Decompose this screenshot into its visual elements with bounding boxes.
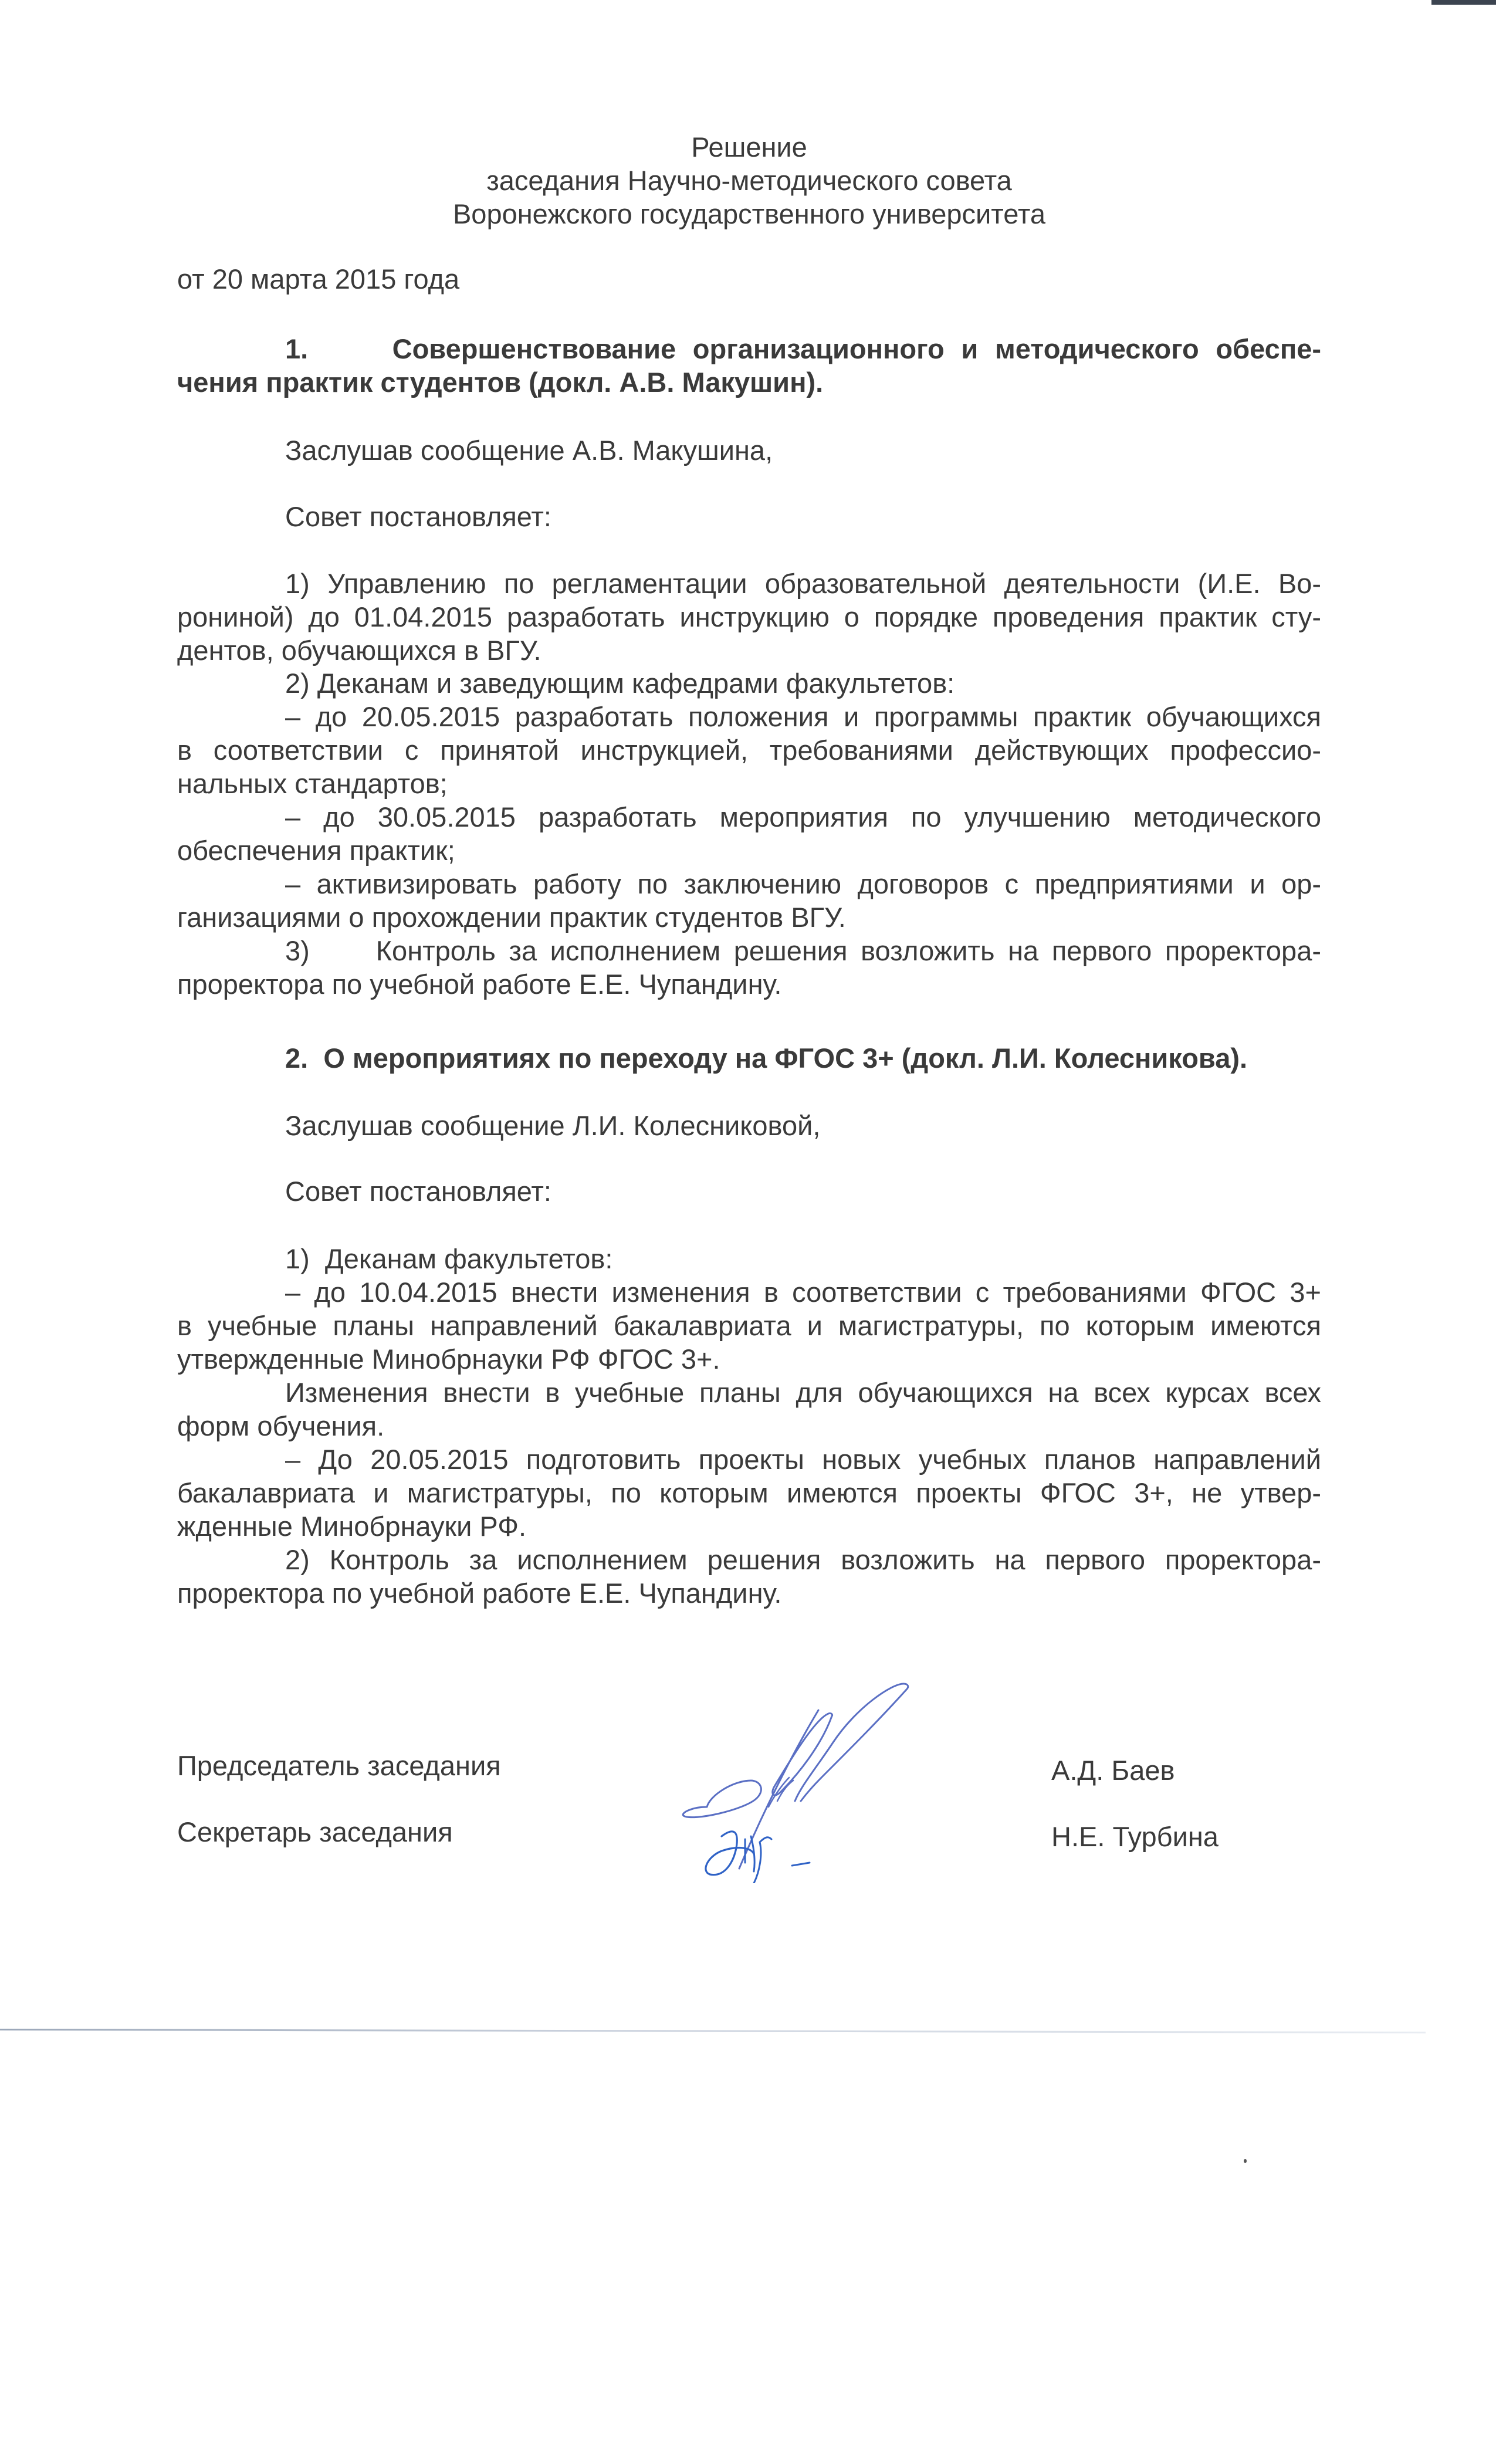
item1-line: ганизациями о прохождении практик студентов ВГУ. [177, 902, 846, 933]
item1-line: проректора по учебной работе Е.Е. Чупандину. [177, 969, 782, 1000]
item1-line: 2) Деканам и заведующим кафедрами факультетов: [285, 668, 955, 699]
scan-edge-artifact [1431, 0, 1496, 5]
item1-line: дентов, обучающихся в ВГУ. [177, 635, 541, 666]
item2-line: – До 20.05.2015 подготовить проекты новых учебных планов направлений [285, 1444, 1321, 1475]
item1-line: – до 30.05.2015 разработать мероприятия по улучшению методического [285, 801, 1321, 832]
secretary-label: Секретарь заседания [177, 1816, 453, 1847]
chair-signature [773, 1713, 832, 1795]
item1-line: 3) Контроль за исполнением решения возложить на первого проректора- [285, 935, 1321, 966]
item2-line: – до 10.04.2015 внести изменения в соответствии с требованиями ФГОС 3+ [285, 1277, 1321, 1308]
item2-line: форм обучения. [177, 1410, 385, 1441]
item2-resolves: Совет постановляет: [285, 1176, 551, 1207]
item1-line: 1) Управлению по регламентации образовательной деятельности (И.Е. Во- [285, 568, 1321, 599]
chair-label: Председатель заседания [177, 1750, 501, 1781]
item2-line: проректора по учебной работе Е.Е. Чупандину. [177, 1578, 782, 1609]
secretary-name: Н.Е. Турбина [1051, 1821, 1219, 1852]
item2-line: жденные Минобрнауки РФ. [177, 1511, 527, 1542]
document-subtitle-line2: Воронежского государственного университета [452, 198, 1046, 229]
item1-resolves: Совет постановляет: [285, 501, 551, 532]
item2-line: утвержденные Минобрнауки РФ ФГОС 3+. [177, 1343, 720, 1375]
handwritten-signatures [657, 1660, 1021, 1883]
scan-fold-line [0, 2029, 1426, 2033]
item1-heading-line1: 1. Совершенствование организационного и методического обеспе- [285, 333, 1321, 364]
item2-line: 1) Деканам факультетов: [285, 1243, 613, 1274]
chair-name: А.Д. Баев [1051, 1755, 1175, 1786]
item2-line: Изменения внести в учебные планы для обучающихся на всех курсах всех [285, 1377, 1321, 1408]
item2-heard: Заслушав сообщение Л.И. Колесниковой, [285, 1110, 821, 1141]
item2-heading: 2. О мероприятиях по переходу на ФГОС 3+ (докл. Л.И. Колесникова). [285, 1043, 1248, 1074]
document-date: от 20 марта 2015 года [177, 263, 460, 295]
item1-line: – активизировать работу по заключению договоров с предприятиями и ор- [285, 868, 1321, 899]
item2-line: 2) Контроль за исполнением решения возложить на первого проректора- [285, 1544, 1321, 1575]
item1-heading-line2: чения практик студентов (докл. А.В. Макушин). [177, 367, 824, 398]
item1-line: обеспечения практик; [177, 835, 455, 866]
item1-line: в соответствии с принятой инструкцией, требованиями действующих профессио- [177, 735, 1321, 766]
item1-line: нальных стандартов; [177, 768, 448, 799]
item2-line: в учебные планы направлений бакалавриата и магистратуры, по которым имеются [177, 1310, 1321, 1341]
document-subtitle-line1: заседания Научно-методического совета [486, 165, 1012, 196]
item2-line: бакалавриата и магистратуры, по которым имеются проекты ФГОС 3+, не утвер- [177, 1477, 1321, 1508]
item1-heard: Заслушав сообщение А.В. Макушина, [285, 435, 773, 466]
document-title: Решение [691, 131, 807, 163]
scan-speck [1244, 2159, 1247, 2163]
item1-line: – до 20.05.2015 разработать положения и программы практик обучающихся [285, 701, 1321, 732]
item1-line: рониной) до 01.04.2015 разработать инструкцию о порядке проведения практик сту- [177, 601, 1321, 632]
